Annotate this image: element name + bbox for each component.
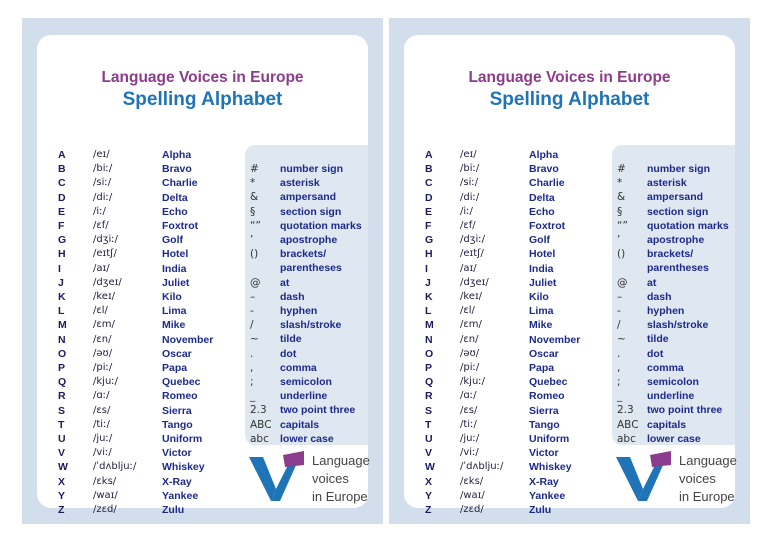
alphabet-letter: M [58,319,67,332]
alphabet-letter: F [425,220,432,232]
symbol-glyph: () [250,248,259,261]
alphabet-code-word: Alpha [529,149,559,161]
alphabet-ipa: /ɑː/ [93,390,110,402]
alphabet-letter: B [425,163,433,176]
symbol-name: underline [280,390,328,403]
card-title-line2: Spelling Alphabet [122,89,283,110]
alphabet-letter: H [425,248,433,261]
alphabet-code-word: Victor [162,447,192,460]
alphabet-letter: K [58,291,66,303]
alphabet-letter: V [425,447,433,460]
alphabet-letter: T [425,418,432,431]
symbol-name: brackets/ [280,248,327,261]
alphabet-code-word: Lima [162,305,187,318]
alphabet-code-word: Papa [162,362,188,374]
alphabet-letter: H [58,248,66,261]
symbol-name: quotation marks [280,219,362,232]
alphabet-letter: W [58,461,68,474]
language-voices-logo [249,449,369,505]
alphabet-ipa: /juː/ [93,433,113,444]
symbol-glyph: “” [617,219,628,232]
symbol-name: capitals [647,418,687,431]
alphabet-ipa: /eɪ/ [93,149,110,160]
alphabet-letter: A [425,149,433,161]
alphabet-letter: U [425,433,433,445]
alphabet-code-word: Juliet [529,276,557,289]
alphabet-code-word: Zulu [529,504,552,516]
symbol-glyph: . [617,347,621,360]
alphabet-letter: O [58,347,67,360]
symbol-name: at [280,276,290,289]
symbol-name: two point three [280,404,356,417]
alphabet-code-word: Whiskey [529,461,572,474]
alphabet-ipa: /keɪ/ [460,291,483,302]
symbol-glyph: § [250,205,256,218]
alphabet-letter: D [58,191,66,204]
alphabet-letter: G [58,234,67,247]
alphabet-code-word: Kilo [162,291,182,303]
alphabet-letter: X [425,475,433,488]
symbol-glyph: ; [250,376,254,388]
spelling-card [404,35,737,516]
symbol-name: tilde [280,333,302,346]
alphabet-letter: B [58,163,66,176]
alphabet-ipa: /diː/ [460,191,480,203]
alphabet-code-word: November [162,333,214,346]
symbol-name: hyphen [280,305,318,317]
alphabet-letter: X [58,475,66,488]
alphabet-ipa: /əʊ/ [93,347,113,359]
symbol-name: comma [280,361,317,374]
alphabet-ipa: /ɑː/ [460,390,477,402]
alphabet-code-word: Tango [529,418,560,431]
alphabet-ipa: /ɛn/ [460,333,479,345]
alphabet-letter: J [425,276,431,289]
symbol-glyph: 2.3 [617,404,634,417]
alphabet-code-word: X-Ray [529,475,559,488]
spelling-card [37,35,370,516]
alphabet-letter: D [425,191,433,204]
alphabet-letter: L [58,305,65,318]
alphabet-ipa: /zɛd/ [460,504,484,515]
alphabet-code-word: Whiskey [162,461,205,474]
symbol-name: semicolon [647,376,699,388]
alphabet-code-word: Foxtrot [529,220,566,232]
symbol-glyph: @ [250,276,261,289]
symbol-name: dash [647,290,672,303]
symbol-name: apostrophe [647,234,705,246]
alphabet-letter: P [425,362,433,374]
symbol-name: slash/stroke [280,319,342,332]
alphabet-letter: K [425,291,433,303]
logo-mark-icon [249,449,304,505]
alphabet-ipa: /ɛm/ [460,319,482,331]
symbol-name: section sign [280,205,342,218]
alphabet-code-word: Oscar [162,347,192,360]
alphabet-code-word: Papa [529,362,555,374]
alphabet-letter: P [58,362,66,374]
symbol-name: section sign [647,205,709,218]
alphabet-code-word: India [529,262,554,275]
alphabet-code-word: Golf [162,234,183,247]
alphabet-letter: I [425,262,428,275]
alphabet-letter: V [58,447,66,460]
symbol-name: hyphen [647,305,685,317]
alphabet-letter: Q [58,376,67,389]
alphabet-ipa: /siː/ [93,177,112,189]
alphabet-letter: I [58,262,61,275]
alphabet-ipa: /biː/ [93,163,113,175]
symbol-name: underline [647,390,695,403]
alphabet-ipa: /juː/ [460,433,480,444]
alphabet-ipa: /eɪtʃ/ [460,248,484,260]
symbol-name: two point three [647,404,723,417]
symbol-name: dot [647,347,664,360]
symbol-glyph: abc [617,432,636,445]
alphabet-ipa: /aɪ/ [93,262,110,274]
symbol-glyph: § [617,205,623,218]
alphabet-code-word: Juliet [162,276,190,289]
alphabet-code-word: Uniform [529,433,570,445]
alphabet-letter: S [425,404,433,417]
alphabet-ipa: /ɛs/ [93,404,111,416]
alphabet-ipa: /zɛd/ [93,504,117,515]
logo-text-line3: in Europe [679,489,735,504]
symbol-glyph: * [250,177,256,190]
alphabet-code-word: Uniform [162,433,203,445]
alphabet-code-word: Mike [162,319,186,332]
alphabet-letter: Z [58,504,65,516]
alphabet-letter: N [58,333,66,346]
symbol-glyph: ; [617,376,621,388]
alphabet-code-word: Kilo [529,291,549,303]
symbol-name: number sign [280,163,344,175]
alphabet-ipa: /viː/ [460,447,479,459]
alphabet-code-word: Lima [529,305,554,318]
alphabet-ipa: /ɛf/ [460,220,476,231]
alphabet-letter: E [58,205,66,218]
alphabet-letter: N [425,333,433,346]
alphabet-code-word: Romeo [162,390,198,403]
alphabet-code-word: November [529,333,581,346]
logo-text-line1: Language [312,453,370,468]
symbol-name: semicolon [280,376,332,388]
alphabet-letter: Q [425,376,434,389]
alphabet-code-word: Alpha [162,149,192,161]
alphabet-code-word: Hotel [529,248,556,261]
symbol-name: ampersand [280,191,337,204]
alphabet-ipa: /ɛks/ [460,475,484,487]
symbol-name: at [647,276,657,289]
symbol-glyph: _ [617,390,623,403]
symbol-glyph: () [617,248,626,261]
symbol-name: brackets/ [647,248,694,261]
alphabet-code-word: Zulu [162,504,185,516]
alphabet-code-word: Yankee [162,489,199,502]
symbol-name: tilde [647,333,669,346]
symbol-glyph: “” [250,219,261,232]
symbol-name: quotation marks [647,219,729,232]
symbol-name: comma [647,361,684,374]
alphabet-ipa: /ɛn/ [93,333,112,345]
symbol-name: asterisk [647,177,687,190]
symbol-glyph: abc [250,432,269,445]
symbol-glyph: ’ [617,234,621,246]
symbol-glyph: – [250,290,256,303]
card-title-line1: Language Voices in Europe [101,69,304,86]
symbol-name: dot [280,347,297,360]
alphabet-ipa: /piː/ [93,362,113,373]
symbol-glyph: ’ [250,234,254,246]
alphabet-code-word: Echo [529,205,555,218]
symbol-glyph: / [617,319,621,332]
alphabet-ipa: /dʒiː/ [93,234,119,246]
alphabet-ipa: /piː/ [460,362,480,373]
symbol-name: capitals [280,418,320,431]
alphabet-letter: G [425,234,434,247]
alphabet-ipa: /keɪ/ [93,291,116,302]
symbol-name: slash/stroke [647,319,709,332]
alphabet-letter: R [58,390,66,403]
alphabet-letter: T [58,418,65,431]
symbol-name: number sign [647,163,711,175]
alphabet-letter: M [425,319,434,332]
alphabet-ipa: /siː/ [460,177,479,189]
alphabet-ipa: /aɪ/ [460,262,477,274]
symbol-glyph: & [250,191,259,204]
alphabet-code-word: Hotel [162,248,189,261]
symbol-glyph: # [617,163,626,175]
symbol-glyph: _ [250,390,256,403]
symbol-name: asterisk [280,177,320,190]
symbol-name: parentheses [280,262,342,275]
alphabet-letter: L [425,305,432,318]
alphabet-code-word: Sierra [162,404,192,417]
alphabet-code-word: Bravo [162,163,192,176]
alphabet-code-word: Golf [529,234,550,247]
symbol-glyph: / [250,319,254,332]
alphabet-letter: C [58,177,66,190]
alphabet-code-word: Delta [529,191,555,204]
alphabet-ipa: /ɛf/ [93,220,109,231]
alphabet-ipa: /ɛm/ [93,319,115,331]
card-title-line1: Language Voices in Europe [468,69,671,86]
alphabet-code-word: Mike [529,319,553,332]
alphabet-ipa: /ɛs/ [460,404,478,416]
alphabet-code-word: Victor [529,447,559,460]
alphabet-ipa: /viː/ [93,447,112,459]
alphabet-ipa: /waɪ/ [460,489,485,501]
alphabet-code-word: Delta [162,191,188,204]
logo-text-line3: in Europe [312,489,368,504]
alphabet-ipa: /ˈdʌbljuː/ [93,461,137,473]
alphabet-code-word: Yankee [529,489,566,502]
alphabet-letter: E [425,205,433,218]
alphabet-ipa: /iː/ [460,205,473,217]
alphabet-ipa: /dʒeɪ/ [460,276,489,288]
alphabet-ipa: /tiː/ [460,418,477,430]
symbol-glyph: # [250,163,259,175]
alphabet-ipa: /biː/ [460,163,480,175]
symbol-glyph: ~ [617,333,626,346]
symbol-name: parentheses [647,262,709,275]
alphabet-ipa: /waɪ/ [93,489,118,501]
alphabet-letter: W [425,461,435,474]
alphabet-code-word: Oscar [529,347,559,360]
symbol-glyph: ~ [250,333,259,346]
alphabet-code-word: Quebec [529,376,568,389]
alphabet-ipa: /diː/ [93,191,113,203]
logo-mark-icon [616,449,671,505]
alphabet-ipa: /iː/ [93,205,106,217]
alphabet-code-word: X-Ray [162,475,192,488]
logo-text-line1: Language [679,453,737,468]
symbol-glyph: ABC [250,418,272,431]
symbol-glyph: - [250,305,254,317]
card-title-line2: Spelling Alphabet [489,89,650,110]
alphabet-ipa: /ɛks/ [93,475,117,487]
alphabet-letter: Z [425,504,432,516]
symbol-glyph: * [617,177,623,190]
alphabet-ipa: /kjuː/ [93,376,119,388]
symbol-glyph: @ [617,276,628,289]
alphabet-code-word: Quebec [162,376,201,389]
alphabet-ipa: /ɛl/ [93,305,108,317]
alphabet-code-word: Romeo [529,390,565,403]
alphabet-ipa: /eɪ/ [460,149,477,160]
alphabet-ipa: /ɛl/ [460,305,475,317]
alphabet-letter: C [425,177,433,190]
card-panel-right [389,18,750,524]
alphabet-code-word: Charlie [529,177,565,190]
alphabet-code-word: Bravo [529,163,559,176]
alphabet-ipa: /eɪtʃ/ [93,248,117,260]
symbol-glyph: - [617,305,621,317]
alphabet-ipa: /kjuː/ [460,376,486,388]
symbol-glyph: ABC [617,418,639,431]
alphabet-letter: Y [58,489,66,502]
symbol-name: lower case [280,432,334,445]
alphabet-letter: S [58,404,66,417]
alphabet-letter: O [425,347,434,360]
alphabet-ipa: /əʊ/ [460,347,480,359]
symbol-name: lower case [647,432,701,445]
alphabet-letter: U [58,433,66,445]
alphabet-letter: J [58,276,64,289]
logo-text-line2: voices [312,471,349,486]
card-panel-left [22,18,383,524]
alphabet-code-word: Echo [162,205,188,218]
symbol-name: apostrophe [280,234,338,246]
alphabet-ipa: /ˈdʌbljuː/ [460,461,504,473]
language-voices-logo [616,449,736,505]
symbol-glyph: & [617,191,626,204]
symbol-glyph: . [250,347,254,360]
symbol-glyph: , [617,361,621,374]
symbol-name: dash [280,290,305,303]
alphabet-letter: F [58,220,65,232]
symbol-glyph: , [250,361,254,374]
alphabet-letter: Y [425,489,433,502]
alphabet-letter: A [58,149,66,161]
alphabet-code-word: Foxtrot [162,220,199,232]
alphabet-ipa: /tiː/ [93,418,110,430]
alphabet-ipa: /dʒeɪ/ [93,276,122,288]
symbol-glyph: – [617,290,623,303]
alphabet-code-word: Tango [162,418,193,431]
alphabet-code-word: India [162,262,187,275]
symbol-glyph: 2.3 [250,404,267,417]
alphabet-code-word: Charlie [162,177,198,190]
symbol-name: ampersand [647,191,704,204]
alphabet-code-word: Sierra [529,404,559,417]
alphabet-letter: R [425,390,433,403]
logo-text-line2: voices [679,471,716,486]
alphabet-ipa: /dʒiː/ [460,234,486,246]
